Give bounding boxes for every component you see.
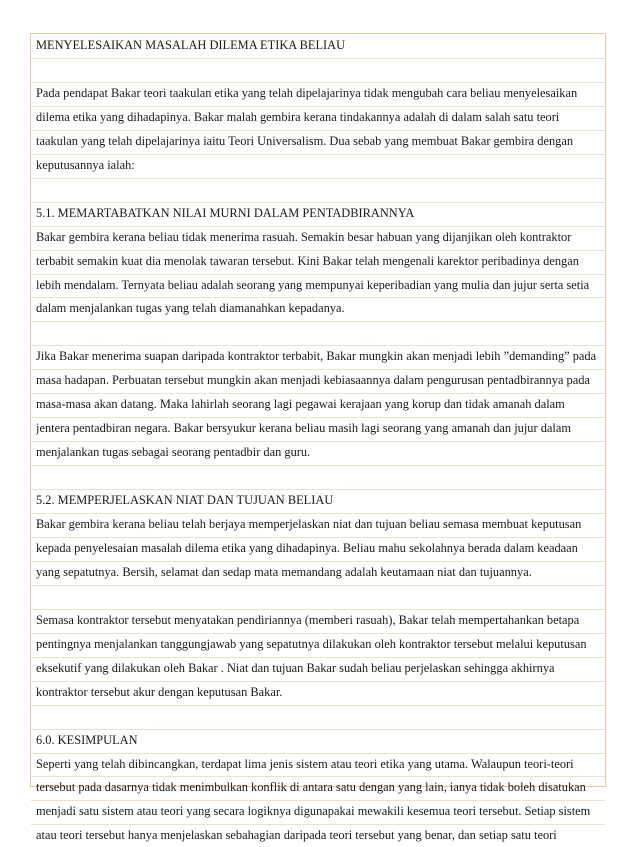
text-line: yang sepatutnya. Bersih, selamat dan sedap mata memandang adalah keutamaan niat dan tujuannya. — [36, 564, 532, 579]
text-line: kontraktor tersebut akur dengan keputusan Bakar. — [36, 684, 283, 699]
text-line: tersebut pada dasarnya tidak menimbulkan konflik di antara satu dengan yang lain, ianya tidak boleh disatukan — [36, 780, 586, 795]
text-line: keputusannya ialah: — [36, 157, 135, 172]
blank-line — [36, 178, 604, 201]
text-line: Bakar gembira kerana beliau telah berjaya memperjelaskan niat dan tujuan beliau semasa membuat keputusan — [36, 517, 582, 531]
text-line: Semasa kontraktor tersebut menyatakan pendiriannya (memberi rasuah), Bakar telah mempertahankan betapa — [36, 612, 580, 627]
text-line: menjadi satu sistem atau teori yang secara logiknya digunapakai mewakili kesemua teori tersebut. Setiap sistem — [36, 804, 591, 819]
text-line: pentingnya menjalankan tanggungjawab yang sepatutnya dilakukan oleh kontraktor tersebut melalui keputusan — [36, 636, 587, 651]
text-line: MENYELESAIKAN MASALAH DILEMA ETIKA BELIAU — [36, 38, 346, 52]
text-line: Bakar gembira kerana beliau tidak menerima rasuah. Semakin besar habuan yang dijanjikan oleh kontraktor — [36, 229, 572, 244]
text-line: 5.2. MEMPERJELASKAN NIAT DAN TUJUAN BELIAU — [36, 493, 334, 508]
blank-line — [36, 585, 604, 608]
text-line: masa-masa akan datang. Maka lahirlah seorang lagi pegawai kerajaan yang korup dan tidak amanah dalam — [36, 397, 565, 412]
text-line: 5.1. MEMARTABATKAN NILAI MURNI DALAM PENTADBIRANNYA — [36, 205, 415, 220]
text-line: dalam menjalankan tugas yang telah diamanahkan kepadanya. — [36, 301, 345, 316]
text-line: jentera pentadbiran negara. Bakar bersyukur kerana beliau masih lagi seorang yang amanah dan jujur dalam — [36, 421, 571, 436]
text-line: Seperti yang telah dibincangkan, terdapat lima jenis sistem atau teori etika yang utama. Walaupun teori-teori — [36, 756, 574, 771]
text-line: eksekutif yang dilakukan oleh Bakar . Niat dan tujuan Bakar sudah beliau perjelaskan sehingga akhirnya — [36, 660, 555, 675]
text-line: lebih mendalam. Ternyata beliau adalah seorang yang mempunyai keperibadian yang mulia dan jujur serta setia — [36, 277, 590, 292]
blank-line — [36, 705, 604, 728]
text-line: kepada penyelesaian masalah dilema etika yang dihadapinya. Beliau mahu sekolahnya berada dalam keadaan — [36, 540, 578, 555]
text-line: 6.0. KESIMPULAN — [36, 732, 138, 747]
blank-line — [36, 58, 604, 81]
text-line: dilema etika yang dihadapinya. Bakar malah gembira kerana tindakannya adalah di dalam salah satu teori — [36, 109, 560, 124]
text-line: atau teori tersebut hanya menjelaskan sebahagian daripada teori tersebut yang benar, dan setiap satu teori — [36, 828, 557, 843]
text-line: Pada pendapat Bakar teori taakulan etika yang telah dipelajarinya tidak mengubah cara beliau menyelesaikan — [36, 85, 578, 100]
text-line: masa hadapan. Perbuatan tersebut mungkin akan menjadi kebiasaannya dalam pengurusan pentadbirannya pada — [36, 373, 590, 388]
text-line: taakulan yang telah dipelajarinya iaitu Teori Universalism. Dua sebab yang membuat Bakar gembira dengan — [36, 133, 574, 148]
blank-line — [36, 465, 604, 488]
blank-line — [36, 321, 604, 344]
text-line: Jika Bakar menerima suapan daripada kontraktor terbabit, Bakar mungkin akan menjadi lebih ”demanding” pada — [36, 349, 597, 364]
text-line: menjalankan tugas sebagai seorang pentadbir dan guru. — [36, 445, 311, 460]
text-line: terbabit semakin kuat dia menolak tawaran tersebut. Kini Bakar telah mengenali karektor peribadinya dengan — [36, 253, 579, 268]
